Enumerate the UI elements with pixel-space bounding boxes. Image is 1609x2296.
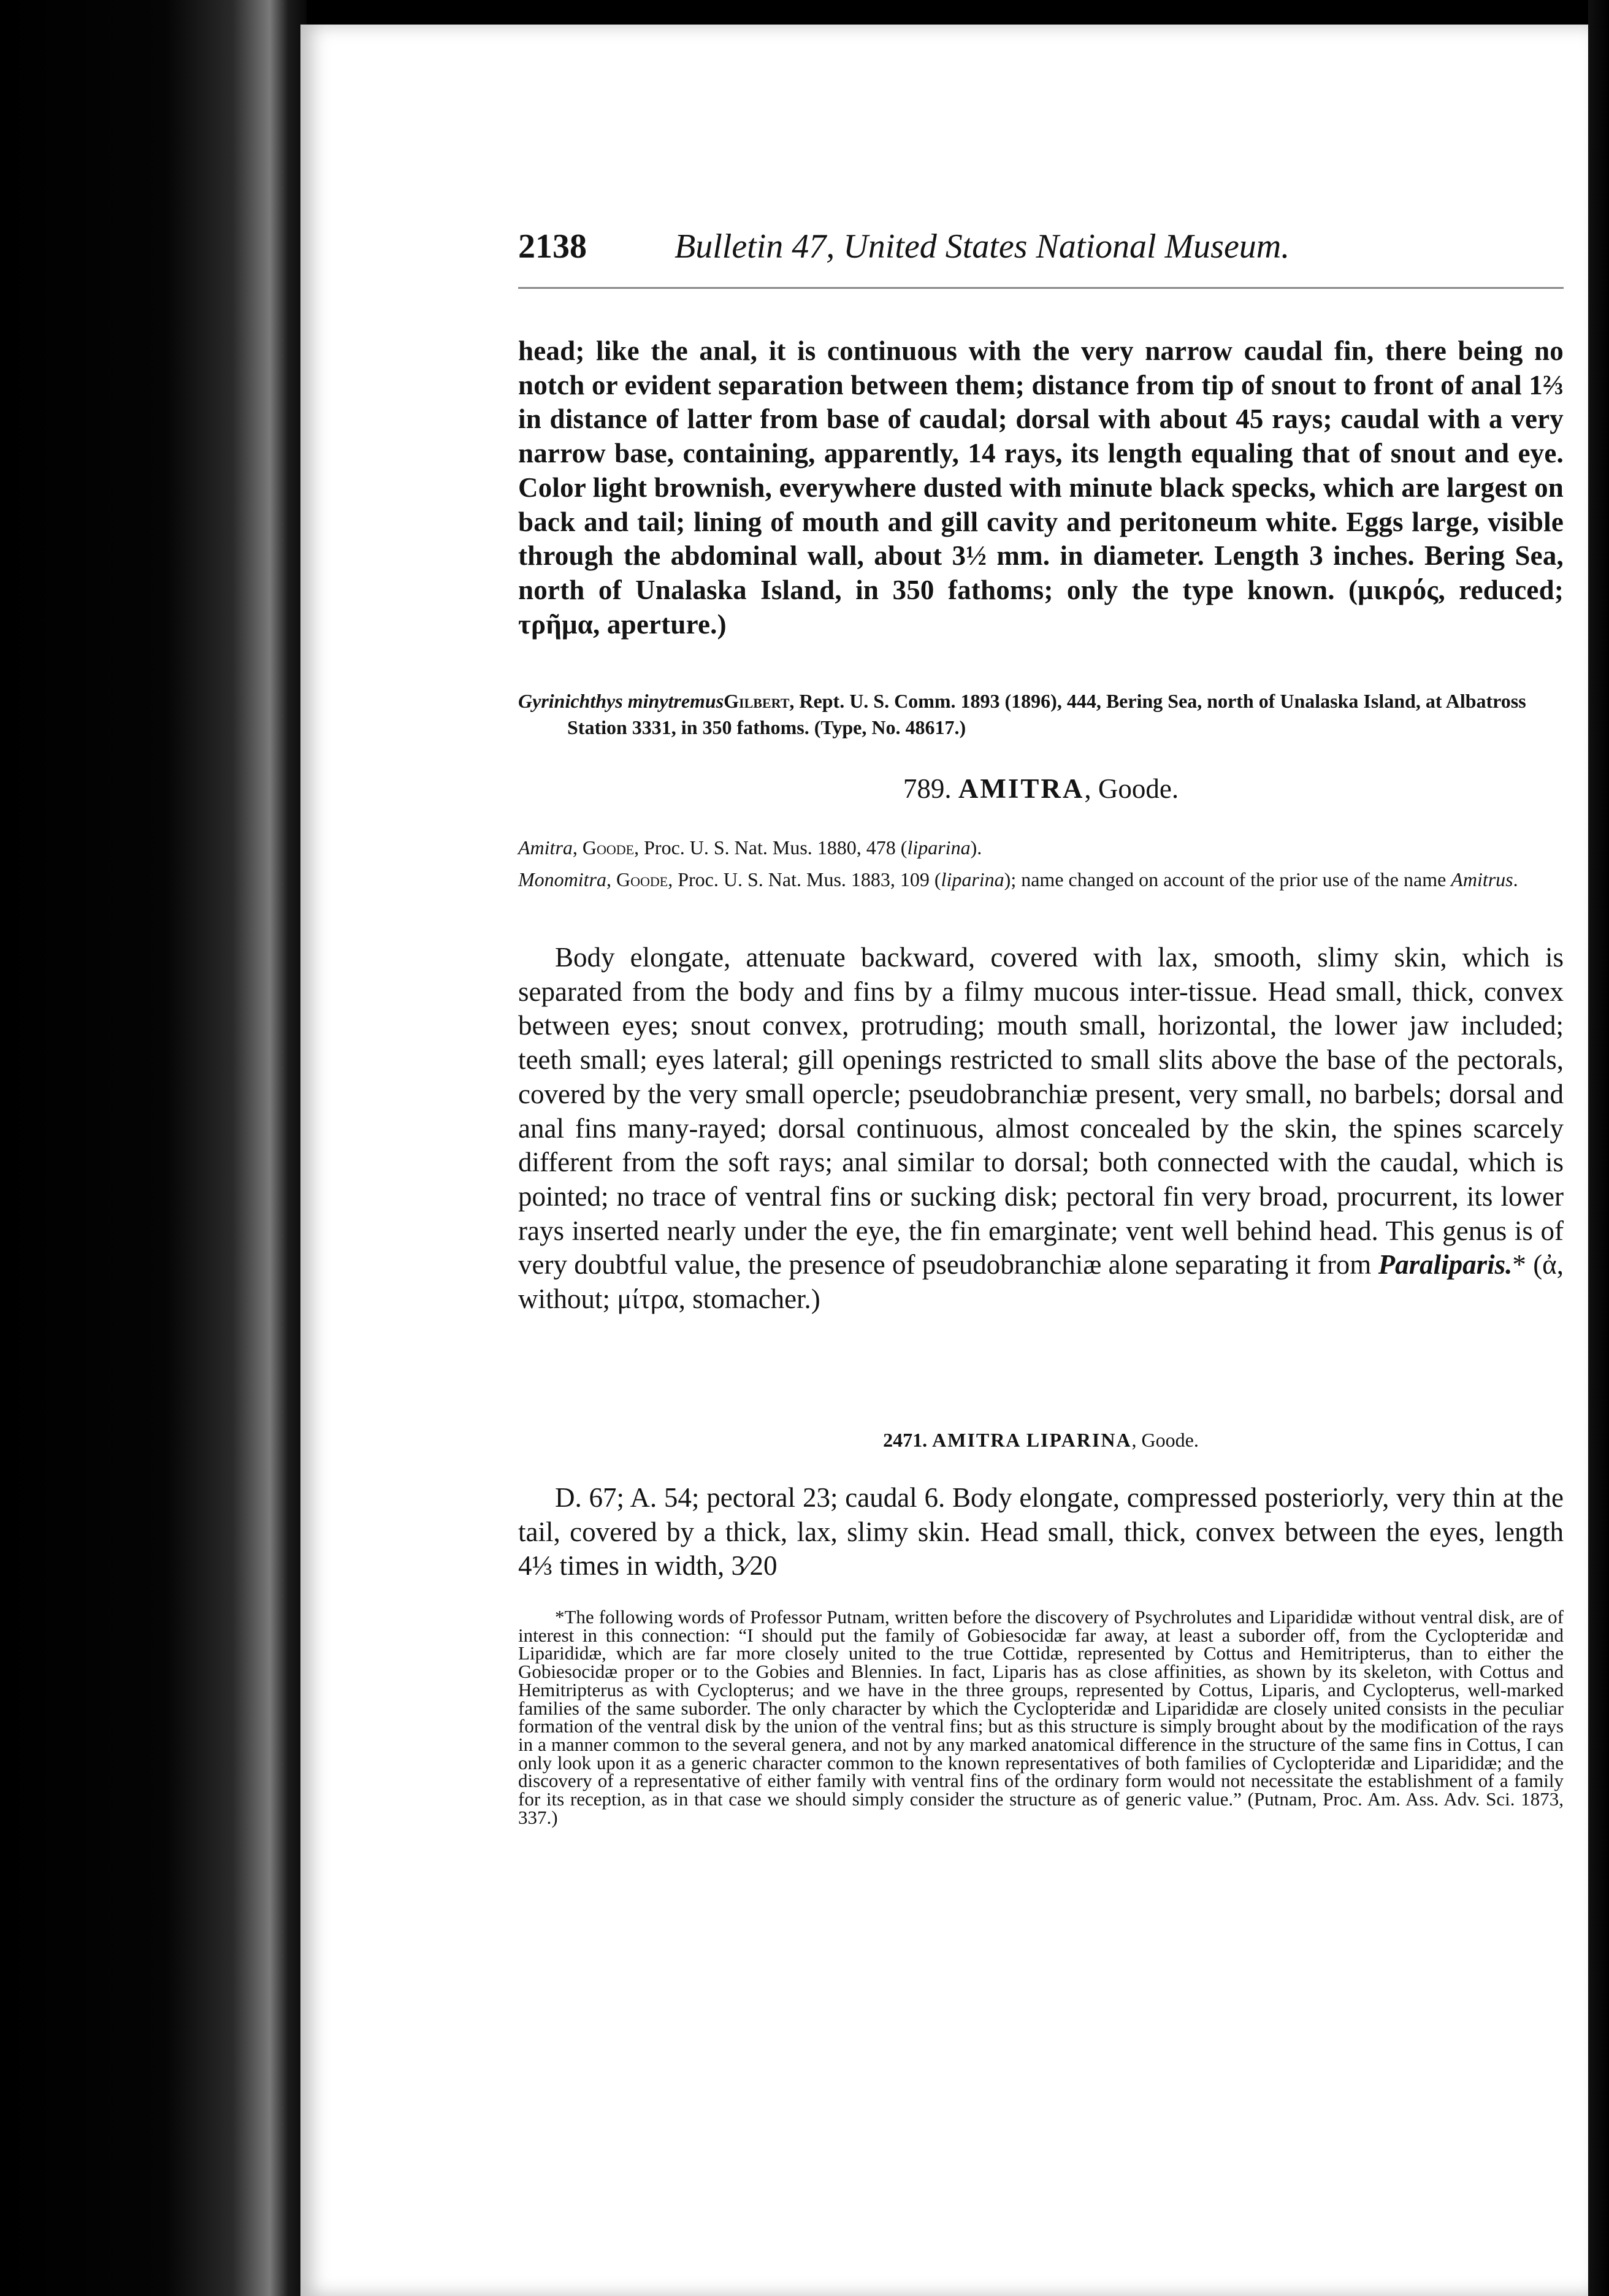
genus-heading bbox=[518, 773, 1564, 805]
footnote bbox=[518, 1608, 1564, 1826]
synonym-tail: ). bbox=[970, 836, 982, 859]
synonym-name: Monomitra bbox=[518, 868, 606, 890]
genus-reference: Paraliparis. bbox=[1378, 1249, 1513, 1280]
genus-description bbox=[518, 941, 1564, 1317]
continued-paragraph: head; like the anal, it is continuous with the very narrow caudal fin, there being no notch or evident separation between them; distance from tip of snout to front of anal 1⅔ in distance of latter from base of caudal; dorsal with about 45 rays; caudal with a very narrow base, containing, apparently, 14 rays, its length equaling that of snout and eye. Color light brownish, everywhere dusted with minute black specks, which are largest on back and tail; lining of mouth and gill cavity and peritoneum white. Eggs large, visible through the abdominal wall, about 3½ mm. in diameter. Length 3 inches. Bering Sea, north of Unalaska Island, in 350 fathoms; only the type known. (μικρός, reduced; τρῆμα, aperture.) bbox=[518, 335, 1564, 640]
synonym-group: liparina bbox=[907, 836, 971, 859]
synonym-citation: , Proc. U. S. Nat. Mus. 1880, 478 ( bbox=[634, 836, 908, 859]
synonym-name: Amitra bbox=[518, 836, 573, 859]
species-name: AMITRA LIPARINA bbox=[932, 1429, 1132, 1451]
genus-author: , Goode. bbox=[1084, 773, 1179, 804]
synonym-citation: , Proc. U. S. Nat. Mus. 1883, 109 ( bbox=[668, 868, 941, 890]
species-number: 2471. bbox=[883, 1429, 928, 1451]
genus-number: 789. bbox=[903, 773, 952, 804]
header-rule bbox=[518, 287, 1564, 289]
synonym-tail: ); name changed on account of the prior use of the name bbox=[1004, 868, 1451, 890]
synonym-author: Goode bbox=[616, 868, 668, 890]
genus-name: AMITRA bbox=[958, 773, 1085, 804]
species-description: D. 67; A. 54; pectoral 23; caudal 6. Body elongate, compressed posteriorly, very thin at the tail, covered by a thick, lax, slimy skin. Head small, thick, convex between the eyes, length 4⅓ times in width, 3⁄20 bbox=[518, 1482, 1564, 1582]
synonymy-monomitra: Monomitra, Goode, Proc. U. S. Nat. Mus. 1883, 109 (liparina); name changed on account of the prior use of the name Amitrus. bbox=[518, 868, 1518, 890]
synonym-citation: , Rept. U. S. Comm. 1893 (1896), 444, Bering Sea, north of Unalaska Island, at Albatross Station 3331, in 350 fathoms. (Type, No. 48617.) bbox=[567, 690, 1526, 738]
species-author: , Goode. bbox=[1131, 1429, 1199, 1451]
synonym-author: Gilbert bbox=[724, 690, 790, 712]
synonym-author: Goode bbox=[582, 836, 635, 859]
running-title: Bulletin 47, United States National Museum. bbox=[675, 228, 1290, 266]
scan-border-left bbox=[0, 0, 307, 2296]
running-header bbox=[518, 227, 1564, 288]
synonym-end: . bbox=[1513, 868, 1518, 890]
species-heading bbox=[518, 1429, 1564, 1452]
scan-border-right bbox=[1588, 0, 1609, 2296]
book-page bbox=[300, 25, 1588, 2296]
page-number: 2138 bbox=[518, 228, 587, 266]
synonymy-gyrinichthys bbox=[518, 688, 1564, 741]
genus-description-text: Body elongate, attenuate backward, covered with lax, smooth, slimy skin, which is separated from the body and fins by a filmy mucous inter-tissue. Head small, thick, convex between eyes; snout convex, protruding; mouth small, horizontal, the lower jaw included; teeth small; eyes lateral; gill openings restricted to small slits above the base of the pectorals, covered by the very small opercle; pseudobranchiæ present, very small, no barbels; dorsal and anal fins many-rayed; dorsal continuous, almost concealed by the skin, the spines scarcely different from the soft rays; anal similar to dorsal; both connected with the caudal, which is pointed; no trace of ventral fins or sucking disk; pectoral fin very broad, procurrent, its lower rays inserted nearly under the eye, the fin emarginate; vent well behind head. This genus is of very doubtful value, the presence of pseudobranchiæ alone separating it from bbox=[518, 942, 1564, 1280]
synonymy-amitra: Amitra, Goode, Proc. U. S. Nat. Mus. 1880, 478 (liparina). bbox=[518, 836, 982, 859]
synonym-prior-name: Amitrus bbox=[1451, 868, 1513, 890]
synonym-name: Gyrinichthys minytremus bbox=[518, 690, 724, 712]
footnote-text: *The following words of Professor Putnam, written before the discovery of Psychrolutes and Liparididæ without ventral disk, are of interest in this connection: “I should put the family of Gobiesocidæ far away, at least a suborder off, from the Cyclopteridæ and Liparididæ, which are far more closely united to the true Cottidæ, represented by Cottus and Hemitripterus, than to either the Gobiesocidæ proper or to the Gobies and Blennies. In fact, Liparis has as close affinities, as shown by its skeleton, with Cottus and Hemitripterus as with Cyclopterus; and we have in the three groups, represented by Cottus, Liparis, and Cyclopterus, well-marked families of the same suborder. The only character by which the Cyclopteridæ and Liparididæ are closely united consists in the peculiar formation of the ventral disk by the union of the ventral fins; but as this structure is simply brought about by the modification of the rays in a manner common to the several genera, and not by any marked anatomical difference in the structure of the same fins in Cottus, I can only look upon it as a generic character common to the known representatives of both families of Cyclopteridæ and Liparididæ; and the discovery of a representative of either family with ventral fins of the ordinary form would not necessitate the establishment of a family for its reception, as in that case we should simply consider the structure as of generic value.” (Putnam, Proc. Am. Ass. Adv. Sci. 1873, 337.) bbox=[518, 1606, 1564, 1828]
genus-etymology: * (ἀ, without; μίτρα, stomacher.) bbox=[518, 1249, 1564, 1315]
synonym-group: liparina bbox=[941, 868, 1004, 890]
